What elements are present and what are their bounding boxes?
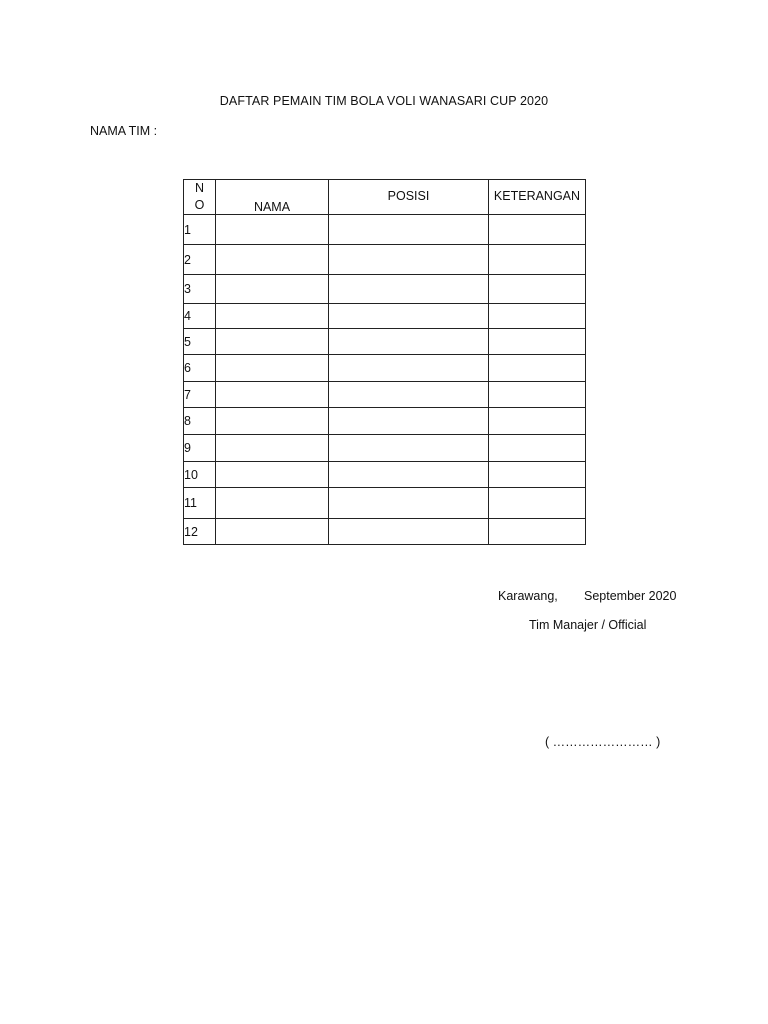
nama-cell[interactable] bbox=[216, 382, 329, 408]
player-roster-table bbox=[183, 179, 586, 545]
nama-cell[interactable] bbox=[216, 488, 329, 519]
row-number: 9 bbox=[184, 435, 216, 462]
document-title: DAFTAR PEMAIN TIM BOLA VOLI WANASARI CUP 2020 bbox=[219, 94, 549, 108]
row-number: 5 bbox=[184, 329, 216, 355]
signature-role: Tim Manajer / Official bbox=[529, 618, 647, 632]
posisi-cell[interactable] bbox=[329, 408, 489, 435]
posisi-cell[interactable] bbox=[329, 275, 489, 304]
keterangan-cell[interactable] bbox=[489, 304, 586, 329]
posisi-cell[interactable] bbox=[329, 329, 489, 355]
row-number: 6 bbox=[184, 355, 216, 382]
posisi-cell[interactable] bbox=[329, 488, 489, 519]
table-row bbox=[184, 215, 586, 245]
keterangan-cell[interactable] bbox=[489, 462, 586, 488]
header-keterangan-label: KETERANGAN bbox=[493, 189, 581, 203]
keterangan-cell[interactable] bbox=[489, 355, 586, 382]
nama-cell[interactable] bbox=[216, 304, 329, 329]
row-number: 2 bbox=[184, 245, 216, 275]
nama-cell[interactable] bbox=[216, 355, 329, 382]
posisi-cell[interactable] bbox=[329, 382, 489, 408]
row-number: 8 bbox=[184, 408, 216, 435]
table-row bbox=[184, 304, 586, 329]
posisi-cell[interactable] bbox=[329, 462, 489, 488]
row-number: 11 bbox=[184, 488, 216, 519]
row-number: 1 bbox=[184, 215, 216, 245]
keterangan-cell[interactable] bbox=[489, 488, 586, 519]
posisi-cell[interactable] bbox=[329, 304, 489, 329]
keterangan-cell[interactable] bbox=[489, 245, 586, 275]
posisi-cell[interactable] bbox=[329, 215, 489, 245]
table-row bbox=[184, 462, 586, 488]
table-row bbox=[184, 408, 586, 435]
nama-cell[interactable] bbox=[216, 245, 329, 275]
table-body bbox=[184, 215, 586, 545]
team-name-label: NAMA TIM : bbox=[90, 124, 158, 138]
nama-cell[interactable] bbox=[216, 519, 329, 545]
keterangan-cell[interactable] bbox=[489, 408, 586, 435]
nama-cell[interactable] bbox=[216, 215, 329, 245]
header-no bbox=[184, 180, 216, 215]
keterangan-cell[interactable] bbox=[489, 215, 586, 245]
table-row bbox=[184, 435, 586, 462]
nama-cell[interactable] bbox=[216, 408, 329, 435]
table-row bbox=[184, 245, 586, 275]
header-no-line2: O bbox=[194, 198, 205, 212]
header-no-line1: N bbox=[194, 181, 205, 195]
header-nama bbox=[216, 180, 329, 215]
header-keterangan bbox=[489, 180, 586, 215]
header-posisi-label: POSISI bbox=[387, 189, 430, 203]
row-number: 10 bbox=[184, 462, 216, 488]
table-row bbox=[184, 488, 586, 519]
row-number: 4 bbox=[184, 304, 216, 329]
table-row bbox=[184, 275, 586, 304]
nama-cell[interactable] bbox=[216, 275, 329, 304]
nama-cell[interactable] bbox=[216, 462, 329, 488]
keterangan-cell[interactable] bbox=[489, 519, 586, 545]
keterangan-cell[interactable] bbox=[489, 329, 586, 355]
row-number: 12 bbox=[184, 519, 216, 545]
header-nama-label: NAMA bbox=[253, 200, 291, 214]
signature-city: Karawang, bbox=[498, 589, 558, 603]
table-row bbox=[184, 329, 586, 355]
keterangan-cell[interactable] bbox=[489, 435, 586, 462]
nama-cell[interactable] bbox=[216, 329, 329, 355]
table-row bbox=[184, 519, 586, 545]
posisi-cell[interactable] bbox=[329, 435, 489, 462]
nama-cell[interactable] bbox=[216, 435, 329, 462]
table-header-row bbox=[184, 180, 586, 215]
keterangan-cell[interactable] bbox=[489, 382, 586, 408]
signature-name-placeholder: ( …………………… ) bbox=[545, 735, 661, 749]
signature-date: September 2020 bbox=[584, 589, 677, 603]
posisi-cell[interactable] bbox=[329, 355, 489, 382]
header-posisi bbox=[329, 180, 489, 215]
keterangan-cell[interactable] bbox=[489, 275, 586, 304]
table-row bbox=[184, 382, 586, 408]
posisi-cell[interactable] bbox=[329, 519, 489, 545]
table-row bbox=[184, 355, 586, 382]
row-number: 7 bbox=[184, 382, 216, 408]
row-number: 3 bbox=[184, 275, 216, 304]
posisi-cell[interactable] bbox=[329, 245, 489, 275]
